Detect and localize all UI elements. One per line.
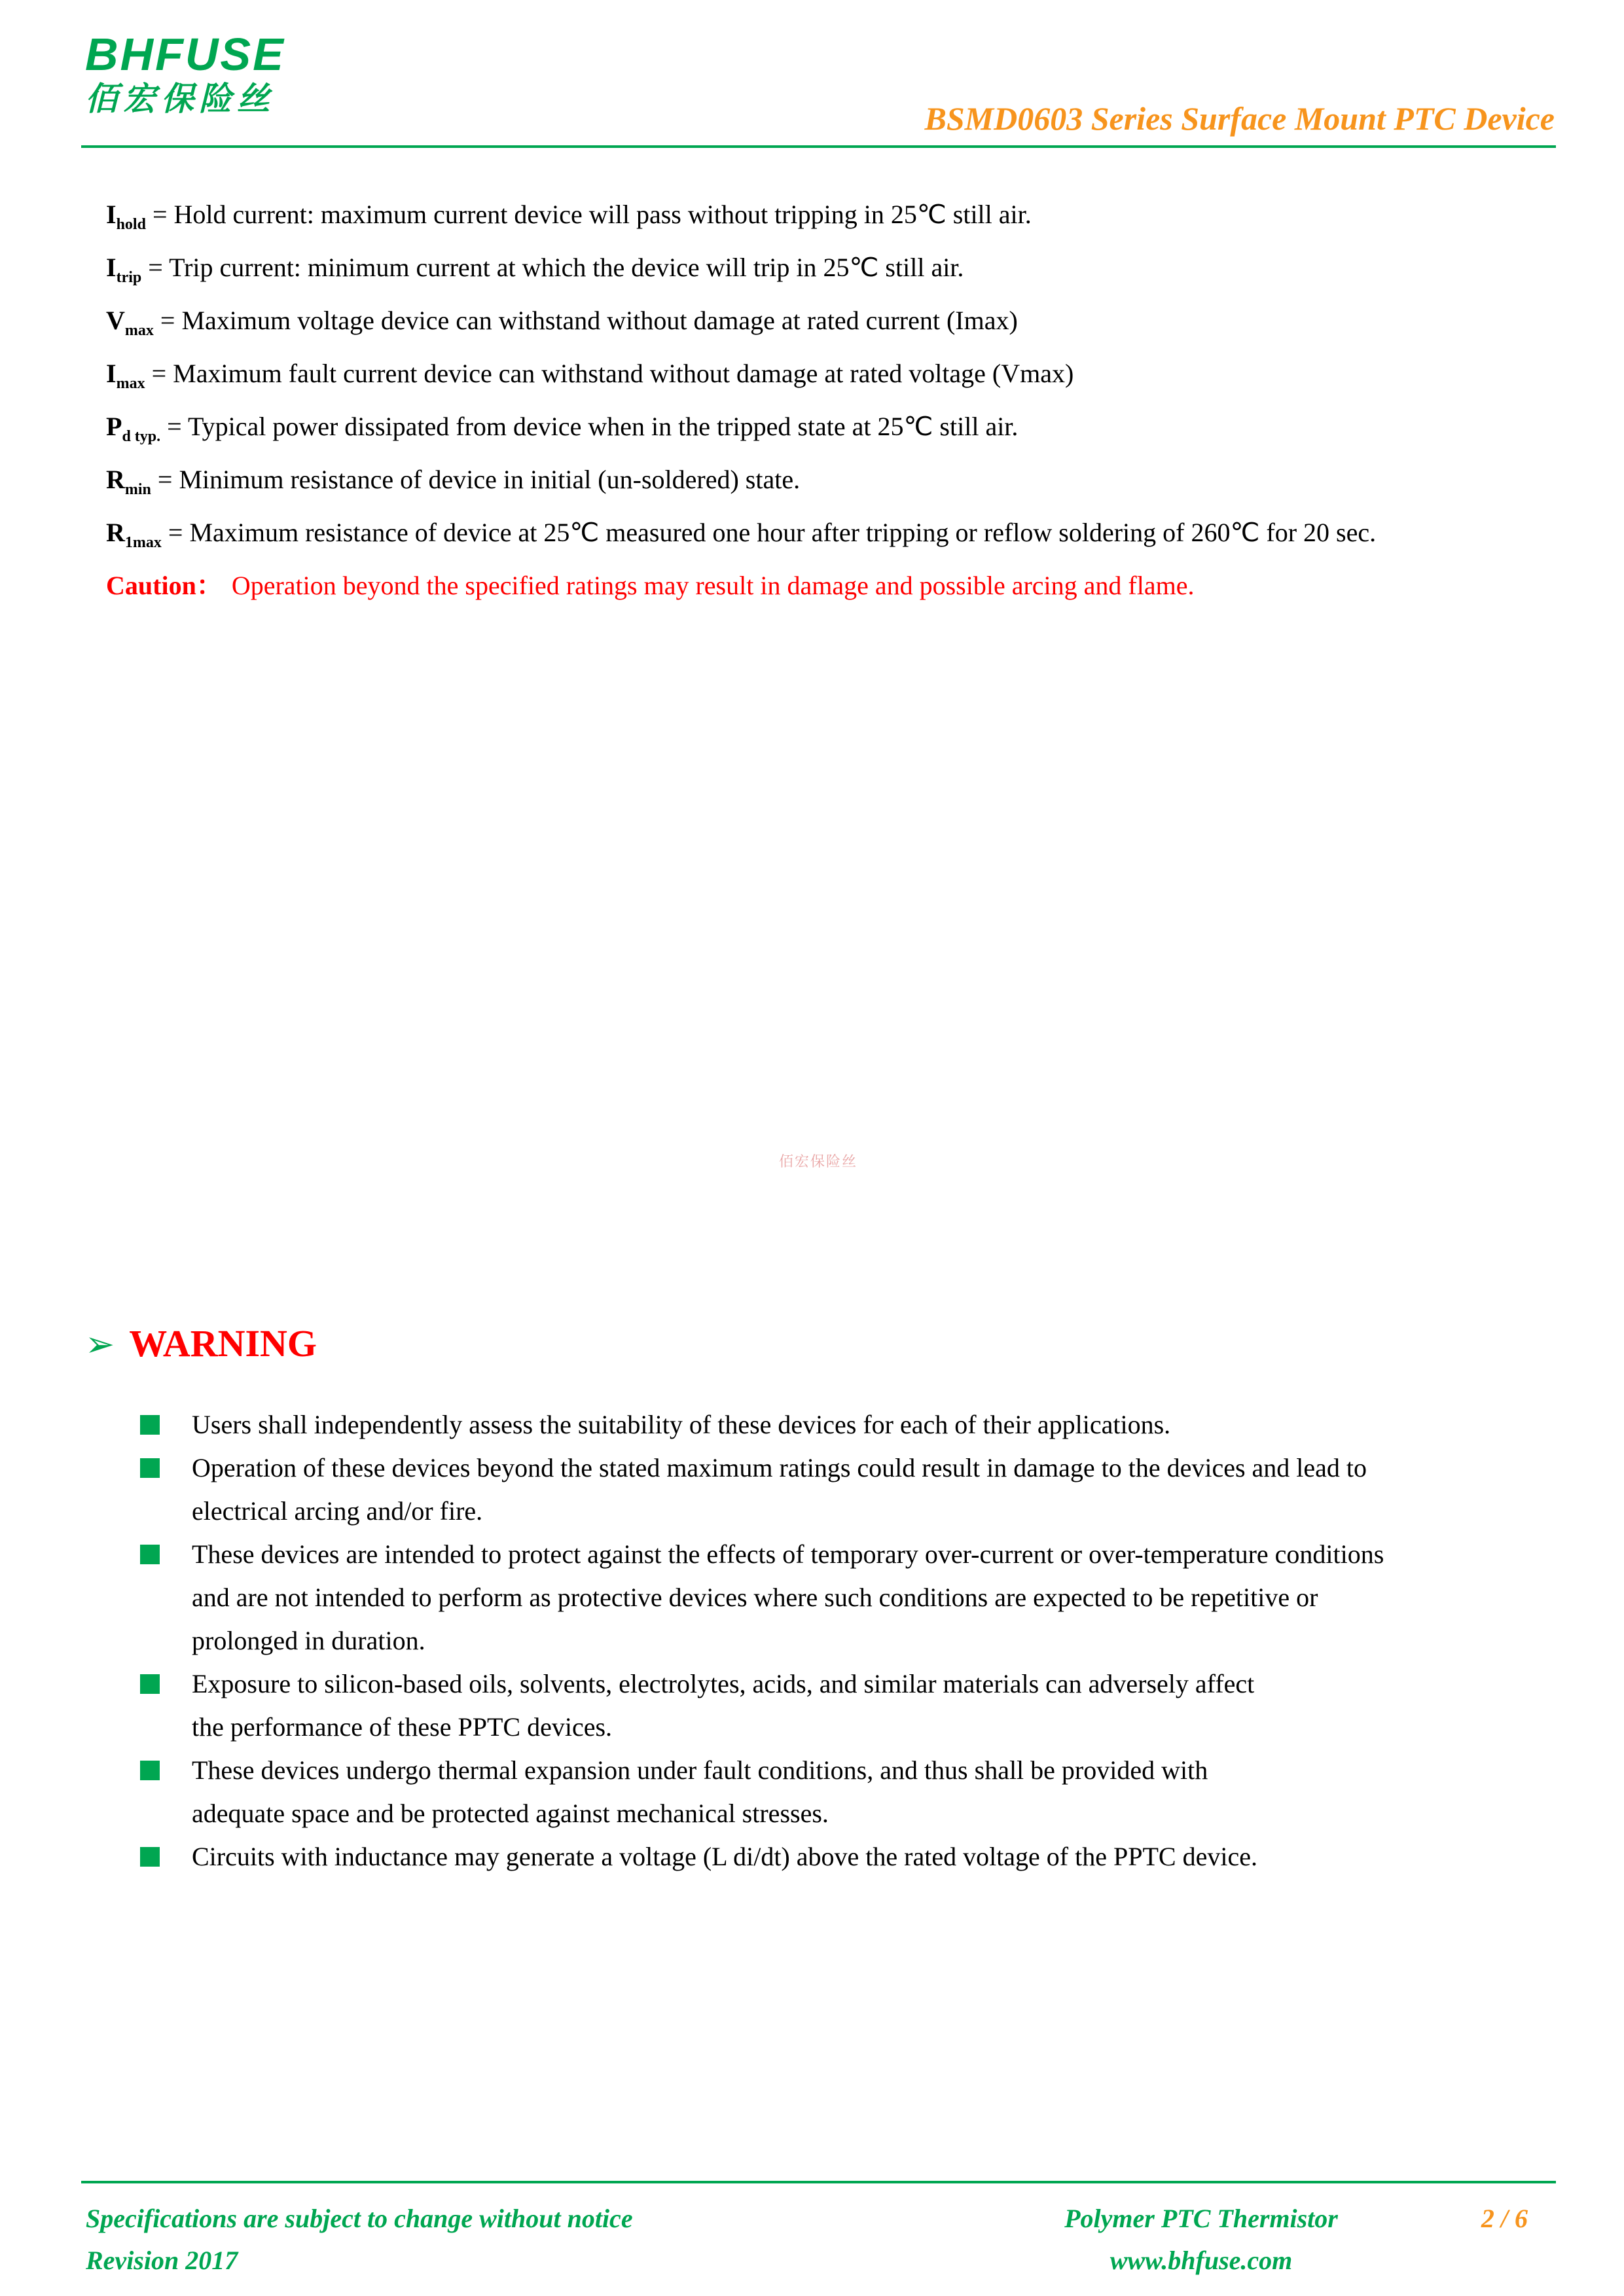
definition-symbol: $I_{max}$ [106,359,145,392]
warning-item [85,1749,1559,1835]
footer-website-link[interactable]: www.bhfuse.com [1110,2246,1293,2275]
definition-symbol: $R_{min}$ [106,465,151,498]
square-bullet-icon [140,1761,160,1780]
caution-text: Operation beyond the specified ratings may result in damage and possible arcing and flame. [231,571,1195,600]
logo-wordmark: BHFUSE [85,29,285,80]
warning-item [85,1446,1559,1533]
definition-symbol: $R_{1max}$ [106,518,162,551]
definition-row [106,511,1559,564]
warning-item [85,1662,1559,1749]
warning-text: Circuits with inductance may generate a voltage (L di/dt) above the rated voltage of the PPTC device. [192,1842,1257,1871]
header-divider [81,145,1556,148]
square-bullet-icon [140,1674,160,1694]
square-bullet-icon [140,1415,160,1435]
definition-text: = Typical power dissipated from device when in the tripped state at 25℃ still air. [160,412,1019,441]
definition-row [106,193,1559,246]
definition-text: = Maximum voltage device can withstand without damage at rated current (Imax) [153,306,1018,335]
definition-text: = Maximum fault current device can withstand without damage at rated voltage (Vmax) [145,359,1074,388]
definition-row [106,246,1559,299]
warning-text: These devices are intended to protect against the effects of temporary over-current or over-temperature conditions and are not intended to perform as protective devices where such conditions are expected to be repetitive or prolonged in duration. [192,1539,1384,1655]
square-bullet-icon [140,1458,160,1478]
warning-section [85,1319,1559,1878]
footer-center [972,2198,1430,2282]
document-title: BSMD0603 Series Surface Mount PTC Device [924,100,1555,137]
warning-text: Operation of these devices beyond the stated maximum ratings could result in damage to the devices and lead to electrical arcing and/or fire. [192,1453,1367,1526]
definition-symbol: $I_{trip}$ [106,253,142,286]
square-bullet-icon [140,1847,160,1867]
page-number: 2 / 6 [1481,2204,1528,2233]
definitions-section [106,193,1559,607]
footer-right [1481,2198,1528,2240]
caution-note [106,564,1559,607]
arrow-bullet-icon: ➢ [85,1325,115,1364]
warning-heading [85,1319,1559,1369]
footer-notice: Specifications are subject to change without notice [86,2204,633,2233]
warning-item [85,1835,1559,1878]
definition-row [106,405,1559,458]
definition-symbol: $P_{d typ.}$ [106,412,161,445]
footer-left [86,2198,633,2282]
definition-text: = Hold current: maximum current device will pass without tripping in 25℃ still air. [145,200,1032,229]
square-bullet-icon [140,1545,160,1564]
warning-list [85,1403,1559,1878]
definition-row [106,458,1559,511]
definition-text: = Trip current: minimum current at which the device will trip in 25℃ still air. [141,253,964,282]
definition-text: = Maximum resistance of device at 25℃ measured one hour after tripping or reflow soldering of 260℃ for 20 sec. [161,518,1377,547]
caution-label: Caution： [106,571,223,600]
warning-item [85,1403,1559,1446]
definition-row [106,299,1559,352]
footer-product-family: Polymer PTC Thermistor [1064,2204,1338,2233]
warning-title: WARNING [129,1322,317,1365]
company-logo [85,31,285,118]
footer-revision: Revision 2017 [86,2246,238,2275]
logo-chinese-name: 佰宏保险丝 [85,81,275,117]
watermark: 佰宏保险丝 [779,1153,858,1170]
definition-symbol: $V_{max}$ [106,306,154,339]
warning-text: These devices undergo thermal expansion under fault conditions, and thus shall be provided with adequate space and be protected against mechanical stresses. [192,1755,1208,1828]
warning-item [85,1533,1559,1662]
warning-text: Exposure to silicon-based oils, solvents, electrolytes, acids, and similar materials can adversely affect the performance of these PPTC devices. [192,1669,1255,1742]
definition-row [106,352,1559,405]
definition-text: = Minimum resistance of device in initial (un-soldered) state. [151,465,801,494]
warning-text: Users shall independently assess the suitability of these devices for each of their applications. [192,1410,1171,1439]
footer-divider [81,2181,1556,2183]
footer [86,2198,1556,2289]
definition-symbol: $I_{hold}$ [106,200,146,233]
